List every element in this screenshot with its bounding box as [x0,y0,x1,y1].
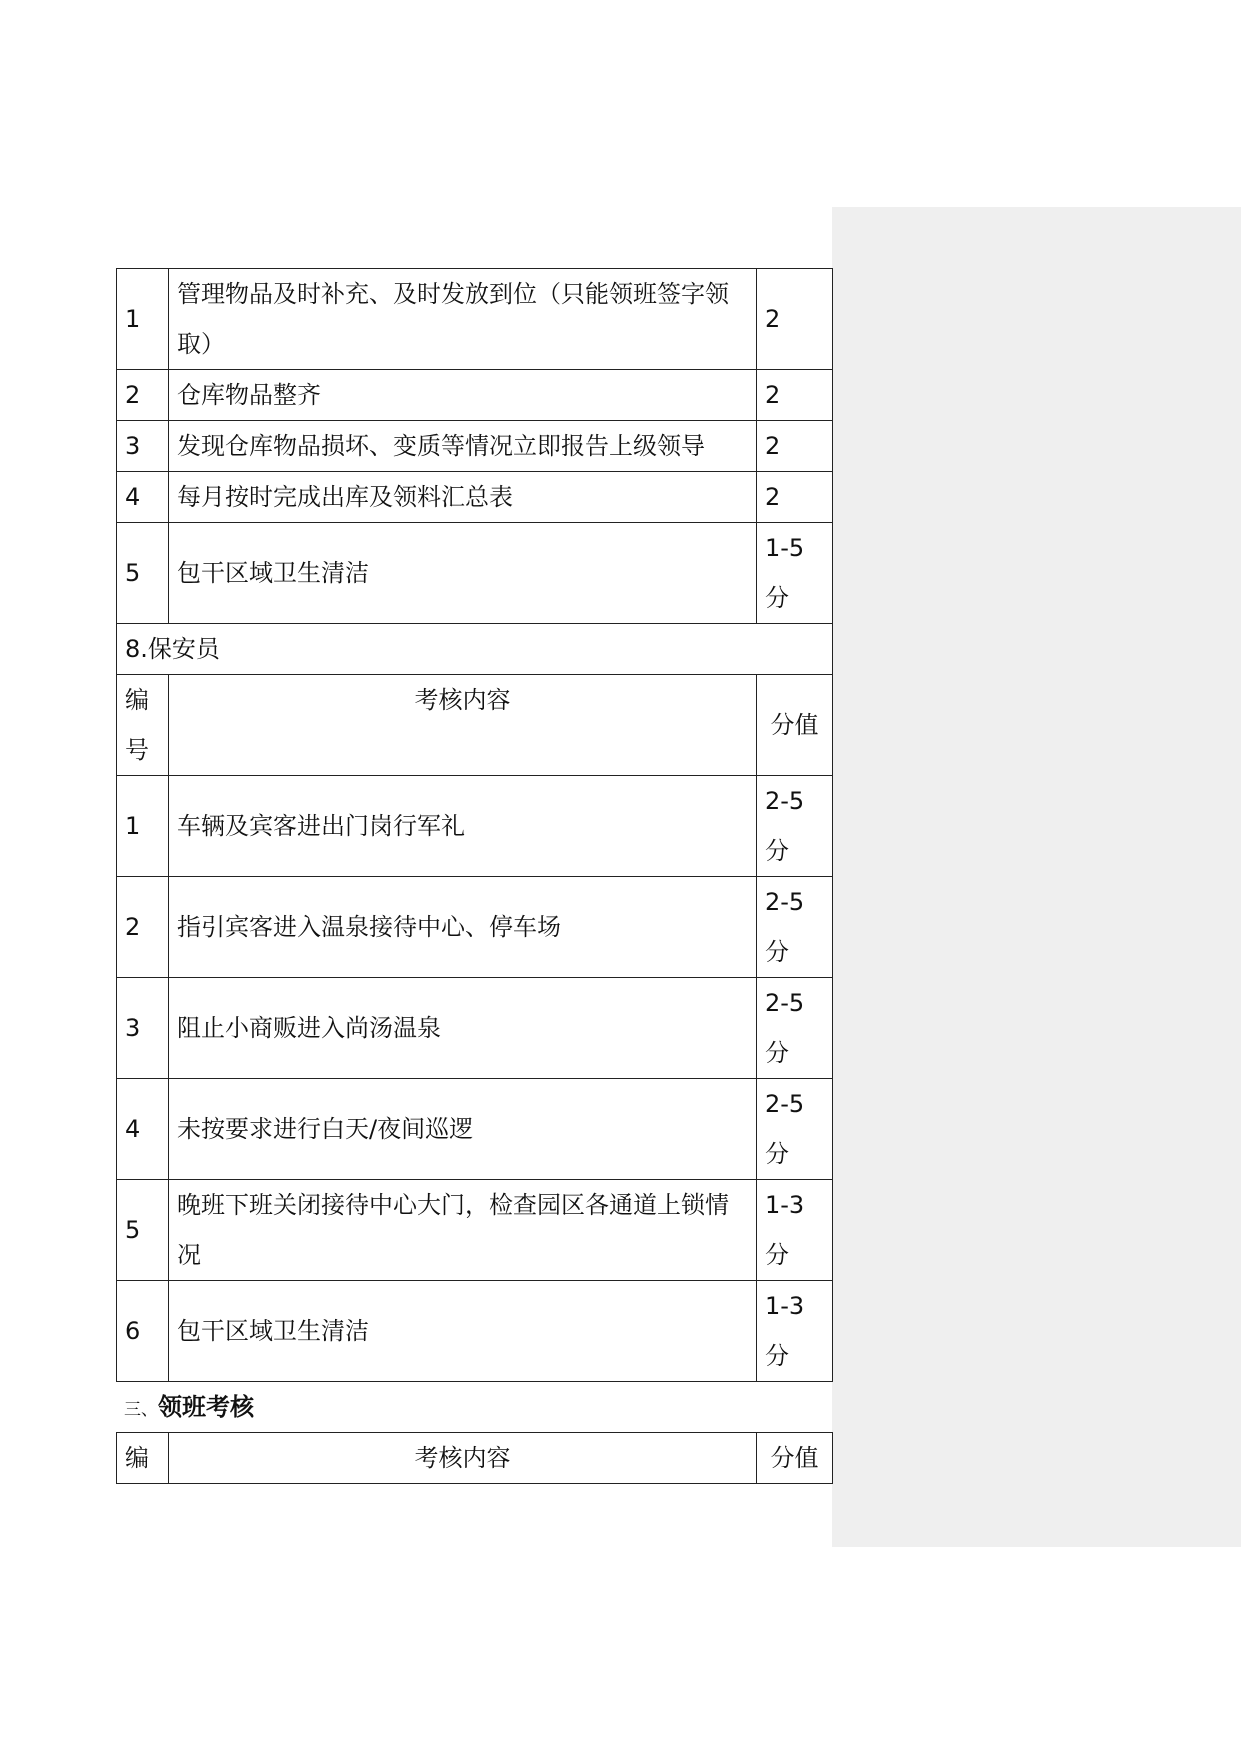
row-content: 指引宾客进入温泉接待中心、停车场 [169,877,757,978]
table-row [117,1281,833,1382]
header-number: 编 [117,1433,169,1484]
row-content: 阻止小商贩进入尚汤温泉 [169,978,757,1079]
section-number: 三、 [124,1400,158,1420]
table-row [117,1180,833,1281]
row-content: 管理物品及时补充、及时发放到位（只能领班签字领取） [169,269,757,370]
section-heading [116,1382,832,1432]
table-row [117,978,833,1079]
row-score: 2-5分 [757,776,833,877]
row-content: 晚班下班关闭接待中心大门，检查园区各通道上锁情况 [169,1180,757,1281]
table-row [117,776,833,877]
row-number: 3 [117,978,169,1079]
header-content: 考核内容 [169,675,757,776]
row-score: 2 [757,370,833,421]
row-score: 2-5分 [757,877,833,978]
row-score: 1-3分 [757,1281,833,1382]
table-row [117,472,833,523]
table-row [117,1079,833,1180]
header-score: 分值 [757,675,833,776]
table-row [117,269,833,370]
comment-pane [832,207,1241,1547]
row-score: 2 [757,421,833,472]
row-number: 1 [117,776,169,877]
row-content: 未按要求进行白天/夜间巡逻 [169,1079,757,1180]
table-header-row [117,1433,833,1484]
row-number: 5 [117,1180,169,1281]
row-number: 4 [117,472,169,523]
row-score: 1-5分 [757,523,833,624]
section-title: 8.保安员 [117,624,833,675]
document-body [116,268,832,1484]
header-content: 考核内容 [169,1433,757,1484]
row-content: 发现仓库物品损坏、变质等情况立即报告上级领导 [169,421,757,472]
row-number: 2 [117,877,169,978]
table-row [117,421,833,472]
row-content: 每月按时完成出库及领料汇总表 [169,472,757,523]
row-score: 2-5分 [757,978,833,1079]
row-content: 车辆及宾客进出门岗行军礼 [169,776,757,877]
row-score: 1-3分 [757,1180,833,1281]
assessment-table-bottom [116,1432,833,1484]
row-content: 包干区域卫生清洁 [169,523,757,624]
header-number: 编号 [117,675,169,776]
row-number: 6 [117,1281,169,1382]
header-score: 分值 [757,1433,833,1484]
row-score: 2 [757,269,833,370]
row-score: 2-5分 [757,1079,833,1180]
row-number: 5 [117,523,169,624]
section-title-text: 领班考核 [158,1393,254,1421]
table-row [117,877,833,978]
table-row [117,523,833,624]
row-number: 1 [117,269,169,370]
row-number: 4 [117,1079,169,1180]
section-title-row [117,624,833,675]
row-content: 仓库物品整齐 [169,370,757,421]
row-score: 2 [757,472,833,523]
assessment-table-top [116,268,833,1382]
table-header-row [117,675,833,776]
row-content: 包干区域卫生清洁 [169,1281,757,1382]
row-number: 3 [117,421,169,472]
row-number: 2 [117,370,169,421]
table-row [117,370,833,421]
